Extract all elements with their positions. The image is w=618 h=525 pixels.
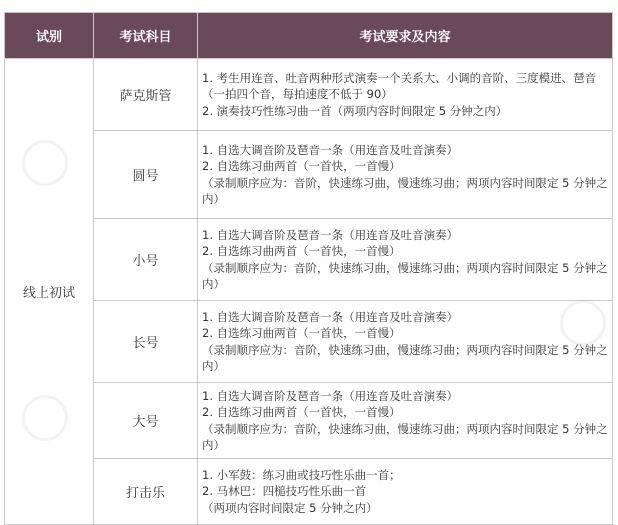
exam-type-cell: 线上初试 <box>5 59 94 525</box>
subject-cell: 打击乐 <box>94 459 198 525</box>
header-exam-type: 试别 <box>5 13 94 59</box>
requirements-cell <box>198 59 613 131</box>
subject-cell: 长号 <box>94 301 198 383</box>
subject-cell: 圆号 <box>94 131 198 219</box>
requirements-cell <box>198 301 613 383</box>
subject-cell: 小号 <box>94 219 198 301</box>
table-header-row <box>5 13 613 59</box>
requirements-cell <box>198 459 613 525</box>
table-row <box>5 131 613 219</box>
requirement-line: 1. 自选大调音阶及琶音一条（用连音及吐音演奏） <box>202 388 459 403</box>
requirement-line: （录制顺序应为：音阶，快速练习曲，慢速练习曲；两项内容时间限定 5 分钟之内） <box>202 421 608 452</box>
subject-cell: 萨克斯管 <box>94 59 198 131</box>
requirement-line: 1. 自选大调音阶及琶音一条（用连音及吐音演奏） <box>202 227 459 242</box>
requirement-line: 1. 自选大调音阶及琶音一条（用连音及吐音演奏） <box>202 309 459 324</box>
requirement-line: （两项内容时间限定 5 分钟之内） <box>202 500 378 515</box>
requirements-cell <box>198 131 613 219</box>
requirement-line: 1. 小军鼓：练习曲或技巧性乐曲一首； <box>202 467 401 482</box>
subject-cell: 大号 <box>94 383 198 459</box>
table-row <box>5 301 613 383</box>
requirement-line: 2. 马林巴：四槌技巧性乐曲一首 <box>202 484 367 499</box>
requirement-line: 2. 演奏技巧性练习曲一首（两项内容时间限定 5 分钟之内） <box>202 103 508 118</box>
exam-requirements-table <box>4 12 613 525</box>
requirements-cell <box>198 219 613 301</box>
requirement-line: 1. 自选大调音阶及琶音一条（用连音及吐音演奏） <box>202 142 459 157</box>
requirement-line: （录制顺序应为：音阶，快速练习曲，慢速练习曲；两项内容时间限定 5 分钟之内） <box>202 260 608 291</box>
requirement-line: （录制顺序应为：音阶，快速练习曲，慢速练习曲；两项内容时间限定 5 分钟之内） <box>202 342 608 373</box>
requirement-line: 2. 自选练习曲两首（一首快，一首慢） <box>202 326 401 340</box>
requirement-line: 2. 自选练习曲两首（一首快，一首慢） <box>202 159 401 173</box>
table-row <box>5 459 613 525</box>
requirement-line: 2. 自选练习曲两首（一首快，一首慢） <box>202 405 401 419</box>
table-row <box>5 383 613 459</box>
table-row <box>5 219 613 301</box>
header-subject: 考试科目 <box>94 13 198 59</box>
requirement-line: （录制顺序应为：音阶，快速练习曲，慢速练习曲；两项内容时间限定 5 分钟之内） <box>202 175 608 206</box>
table-row <box>5 59 613 131</box>
header-requirements: 考试要求及内容 <box>198 13 613 59</box>
requirements-cell <box>198 383 613 459</box>
requirement-line: 1. 考生用连音、吐音两种形式演奏一个关系大、小调的音阶、三度模进、琶音（一拍四个音，每拍速度不低于 90） <box>202 70 597 102</box>
requirement-line: 2. 自选练习曲两首（一首快，一首慢） <box>202 244 401 258</box>
